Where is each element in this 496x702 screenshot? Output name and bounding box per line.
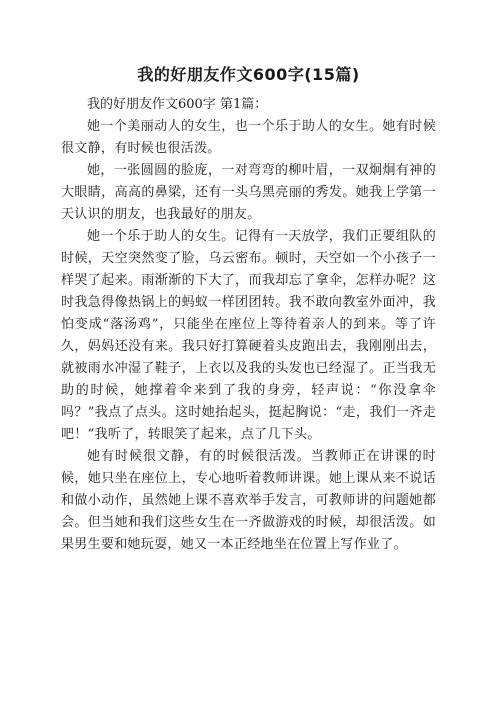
section-heading: 我的好朋友作文600字 第1篇： — [87, 97, 268, 112]
paragraph-3: 她一个乐于助人的女生。记得有一天放学，我们正要组队的时候，天空突然变了脸，乌云密布。顿时，天空如一个小孩子一样哭了起来。雨渐渐的下大了，而我却忘了拿伞，怎样办呢？这时我急得像热锅上的蚂蚁一样团团转。我不敢向教室外面冲，我怕变成“落汤鸡”，只能坐在座位上等待着亲人的到来。等了许久，妈妈还没有来。我只好打算硬着头皮跑出去，我刚刚出去，就被雨水冲湿了鞋子，上衣以及我的头发也已经湿了。正当我无助的时候，她撑着伞来到了我的身旁，轻声说：“你没拿伞吗？”我点了点头。这时她抬起头，挺起胸说：“走，我们一齐走吧！”我听了，转眼笑了起来，点了几下头。 — [61, 229, 436, 442]
paragraph-1: 她一个美丽动人的女生，也一个乐于助人的女生。她有时候很文静，有时候也很活泼。 — [61, 119, 436, 156]
paragraph-4: 她有时候很文静，有的时候很活泼。当教师正在讲课的时候，她只坐在座位上，专心地听着教师讲课。她上课从来不说话和做小动作，虽然她上课不喜欢举手发言，可教师讲的问题她都会。但当她和我们这些女生在一齐做游戏的时候，却很活泼。如果男生要和她玩耍，她又一本正经地坐在位置上写作业了。 — [61, 449, 436, 552]
document-title: 我的好朋友作文600字(15篇) — [137, 65, 360, 84]
paragraph-2: 她，一张圆圆的脸庞，一对弯弯的柳叶眉，一双炯炯有神的大眼睛，高高的鼻梁，还有一头乌黑亮丽的秀发。她我上学第一天认识的朋友，也我最好的朋友。 — [61, 163, 436, 222]
